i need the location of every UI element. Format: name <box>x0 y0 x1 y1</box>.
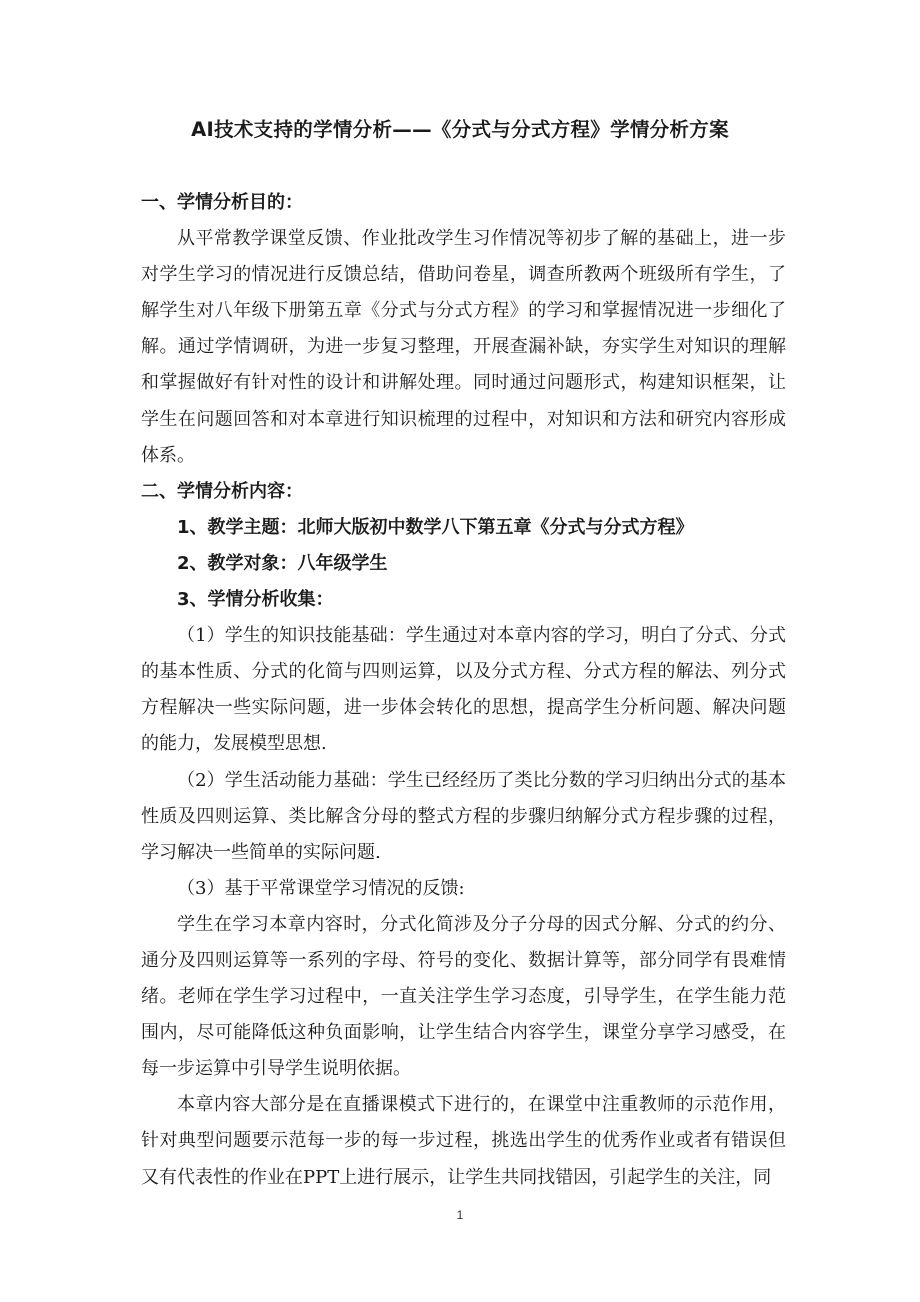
item-teaching-topic: 1、教学主题：北师大版初中数学八下第五章《分式与分式方程》 <box>177 516 694 538</box>
paragraph-activity-foundation: （2）学生活动能力基础：学生已经经历了类比分数的学习归纳出分式的基本性质及四则运算、类比解含分母的整式方程的步骤归纳解分式方程步骤的过程，学习解决一些简单的实际问题. <box>141 769 786 863</box>
item-teaching-target: 2、教学对象：八年级学生 <box>177 552 388 574</box>
document-title: AI技术支持的学情分析——《分式与分式方程》学情分析方案 <box>191 118 729 141</box>
page-number: 1 <box>456 1208 464 1222</box>
purpose-paragraph: 从平常教学课堂反馈、作业批改学生习作情况等初步了解的基础上，进一步对学生学习的情况进行反馈总结，借助问卷星，调查所教两个班级所有学生，了解学生对八年级下册第五章《分式与分式方程》的学习和掌握情况进一步细化了解。通过学情调研，为进一步复习整理，开展查漏补缺，夯实学生对知识的理解和掌握做好有针对性的设计和讲解处理。同时通过问题形式，构建知识框架，让学生在问题回答和对本章进行知识梳理的过程中，对知识和方法和研究内容形成体系。 <box>141 228 786 466</box>
item-analysis-collection: 3、学情分析收集： <box>177 589 334 611</box>
paragraph-feedback-detail: 学生在学习本章内容时，分式化简涉及分子分母的因式分解、分式的约分、通分及四则运算等一系列的字母、符号的变化、数据计算等，部分同学有畏难情绪。老师在学生学习过程中，一直关注学生学习态度，引导学生，在学生能力范围内，尽可能降低这种负面影响，让学生结合内容学生，课堂分享学习感受，在每一步运算中引导学生说明依据。 <box>141 913 786 1080</box>
section-heading-purpose: 一、学情分析目的： <box>141 192 303 213</box>
paragraph-knowledge-foundation: （1）学生的知识技能基础：学生通过对本章内容的学习，明白了分式、分式的基本性质、分式的化简与四则运算，以及分式方程、分式方程的解法、列分式方程解决一些实际问题，进一步体会转化的思想，提高学生分析问题、解决问题的能力，发展模型思想. <box>141 625 786 755</box>
paragraph-live-class: 本章内容大部分是在直播课模式下进行的，在课堂中注重教师的示范作用，针对典型问题要示范每一步的每一步过程，挑选出学生的优秀作业或者有错误但又有代表性的作业在PPT上进行展示，让学生共同找错因，引起学生的关注，同 <box>141 1094 786 1188</box>
document-body <box>141 185 786 1196</box>
section-heading-content: 二、学情分析内容： <box>141 480 303 502</box>
paragraph-feedback-heading: （3）基于平常课堂学习情况的反馈: <box>177 877 465 899</box>
